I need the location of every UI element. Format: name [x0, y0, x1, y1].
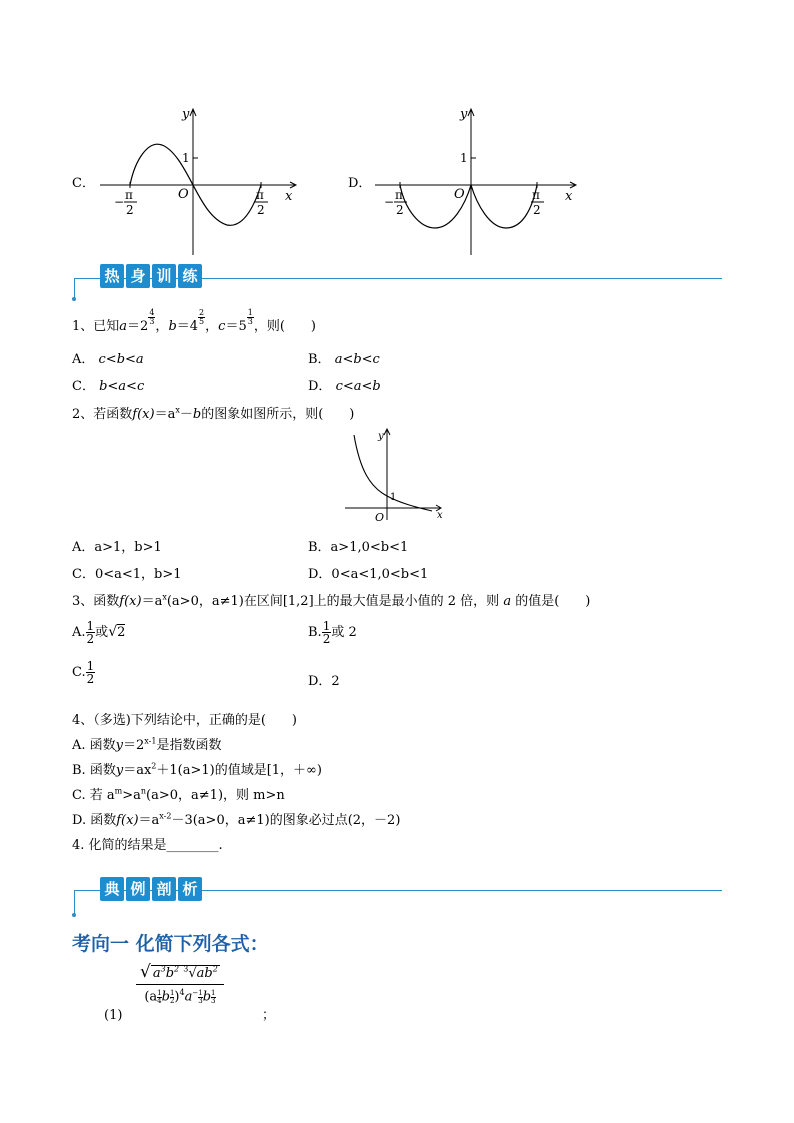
example-heading: 考向一 化简下列各式：: [72, 933, 269, 955]
pos-two-label: 2: [257, 203, 265, 217]
q1-option-d[interactable]: D． c<a<b: [308, 379, 381, 394]
minus-sign: −: [384, 195, 395, 209]
y-label: y: [182, 107, 190, 122]
q3-option-b[interactable]: B. $\frac{1}{2}$ 或 2: [308, 619, 357, 646]
q2-option-c[interactable]: C．0<a<1，b>1: [72, 567, 182, 582]
q1-option-a[interactable]: A． c<b<a: [72, 352, 144, 367]
section-badge-warmup: 热 身 训 练: [100, 264, 202, 288]
svg-text:x: x: [437, 510, 443, 521]
q4-option-c[interactable]: C. 若 $a^m>a^n(a>0$，a≠1)，则 m>n: [72, 786, 285, 803]
curve: [400, 185, 537, 228]
question-5: 4. 化简的结果是________.: [72, 838, 223, 853]
q4-option-d[interactable]: D. 函数$f(x)=a^{x-2}-3(a>0$，a≠1)的图象必过点(2，－2): [72, 811, 401, 828]
svg-text:1: 1: [390, 492, 397, 503]
origin-label: O: [454, 187, 465, 202]
q1-option-c[interactable]: C． b<a<c: [72, 379, 145, 394]
question-3: 3、函数$f(x)=a^x(a>0$，a≠1)在区间[1,2]上的最大值是最小值的 2 倍，则 a 的值是( ): [72, 592, 591, 609]
pos-pi-label: π: [532, 188, 540, 202]
q3-option-d[interactable]: D．2: [308, 674, 340, 689]
svg-text:y: y: [378, 431, 384, 442]
minus-sign: −: [114, 195, 125, 209]
svg-text:O: O: [375, 511, 385, 524]
pos-two-label: 2: [533, 203, 541, 217]
question-1: 1、已知a＝2 $\frac{4}{3}$ ，b＝4 $\frac{2}{5}$ ，c＝5 $\frac{1}{3}$ ，则( ): [72, 308, 316, 334]
pos-pi-label: π: [256, 188, 264, 202]
q3-option-c[interactable]: C. $\frac{1}{2}$: [72, 659, 95, 686]
tick-1-label: 1: [182, 151, 190, 165]
graph-c: [90, 100, 310, 260]
q4-option-b[interactable]: B. 函数$y=ax^2+1(a>1)$的值域是[1，＋∞): [72, 761, 322, 778]
q4-option-a[interactable]: A. 函数$y=2^{x-1}$是指数函数: [72, 736, 222, 753]
neg-pi-label: π: [395, 188, 403, 202]
question-2: 2、若函数$f(x)=a^x-b$的图象如图所示，则( ): [72, 405, 355, 422]
neg-pi-label: π: [125, 188, 133, 202]
option-c-label: C．: [72, 176, 95, 191]
neg-two-label: 2: [126, 203, 134, 217]
x-label: x: [565, 189, 573, 204]
graph-d: [370, 100, 590, 260]
q2-option-d[interactable]: D．0<a<1,0<b<1: [308, 567, 429, 582]
option-d-label: D．: [348, 176, 372, 191]
semicolon: ；: [262, 1008, 276, 1023]
x-label: x: [285, 189, 293, 204]
neg-two-label: 2: [396, 203, 404, 217]
example-1-label: (1): [104, 1008, 123, 1023]
tick-1-label: 1: [460, 151, 468, 165]
origin-label: O: [178, 187, 189, 202]
q1-option-b[interactable]: B． a<b<c: [308, 352, 380, 367]
question-4: 4、（多选)下列结论中，正确的是( ): [72, 713, 297, 728]
q3-option-a[interactable]: A. $\frac{1}{2}$ 或√2: [72, 619, 126, 646]
y-label: y: [460, 107, 468, 122]
q2-option-a[interactable]: A．a>1，b>1: [72, 540, 162, 555]
section-badge-examples: 典 例 剖 析: [100, 877, 202, 901]
q2-option-b[interactable]: B．a>1,0<b<1: [308, 540, 409, 555]
q2-graph: [340, 425, 450, 525]
example-1-expression: √ $a^3b^2$ $^3√ab^2$ (a $^{\frac{1}{4}}$ b $^{\frac{1}{2}}$ )$^4$a− $^{\frac{1}{3}}$ b $^{\frac{1}{3}}$: [136, 962, 224, 1005]
